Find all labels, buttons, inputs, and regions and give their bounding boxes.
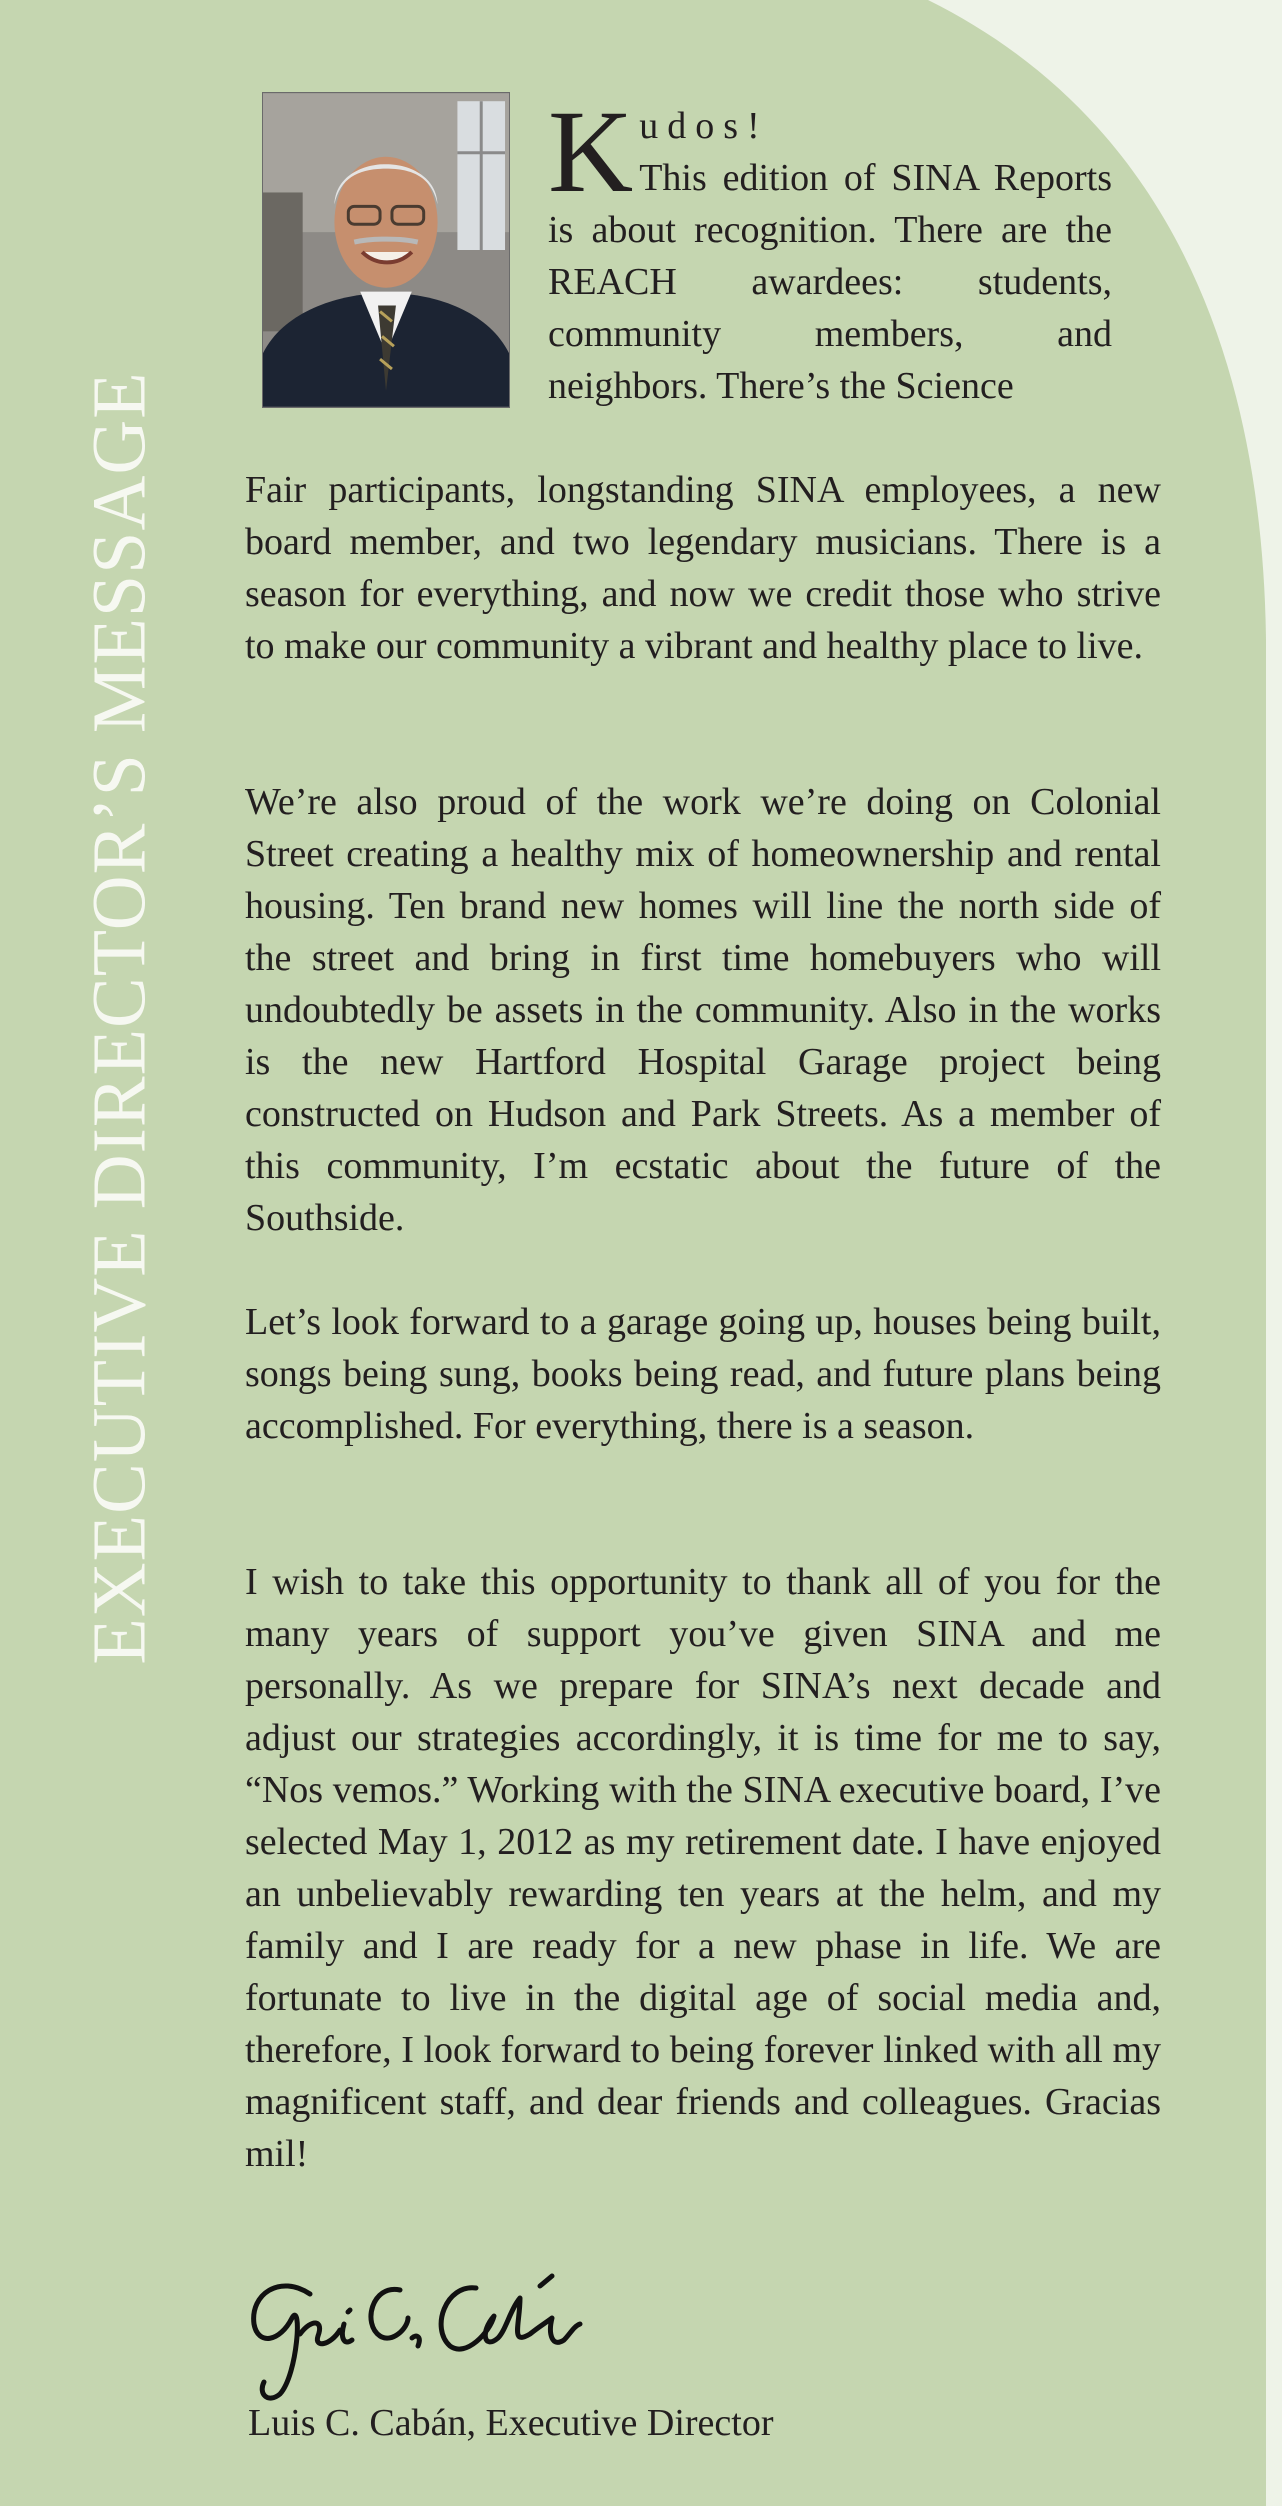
- section-title-vertical: EXECUTIVE DIRECTOR’S MESSAGE: [77, 371, 162, 1665]
- drop-cap: K: [548, 86, 634, 217]
- handwritten-signature: [240, 2254, 620, 2404]
- signature-caption: Luis C. Cabán, Executive Director: [248, 2402, 774, 2444]
- article-lead: [548, 86, 1112, 412]
- director-portrait: [262, 92, 510, 408]
- kudos-heading: udos!: [639, 105, 769, 147]
- paragraph-3: Let’s look forward to a garage going up, houses being built, songs being sung, books being read, and future plans being accomplished. For everything, there is a season.: [245, 1301, 1161, 1447]
- paragraph-2: We’re also proud of the work we’re doing on Colonial Street creating a healthy mix of homeownership and rental housing. Ten brand new homes will line the north side of the street and bring in first time homebuyers who will undoubtedly be assets in the community. Also in the works is the new Hartford Hospital Garage project being constructed on Hudson and Park Streets. As a member of this community, I’m ecstatic about the future of the Southside.: [245, 781, 1161, 1239]
- paragraph-4: I wish to take this opportunity to thank all of you for the many years of support you’ve given SINA and me personally. As we prepare for SINA’s next decade and adjust our strategies accordingly, it is time for me to say, “Nos vemos.” Working with the SINA executive board, I’ve selected May 1, 2012 as my retirement date. I have enjoyed an unbelievably rewarding ten years at the helm, and my family and I are ready for a new phase in life. We are fortunate to live in the digital age of social media and, therefore, I look forward to being forever linked with all my magnificent staff, and dear friends and colleagues. Gracias mil!: [245, 1561, 1161, 2175]
- portrait-photo-icon: [263, 93, 509, 407]
- lead-text: This edition of SINA Reports is about recognition. There are the REACH awardees: students, community members, and neighbors. There’s the Science: [548, 157, 1112, 407]
- paragraph-1: Fair participants, longstanding SINA employees, a new board member, and two legendary musicians. There is a season for everything, and now we credit those who strive to make our community a vibrant and healthy place to live.: [245, 469, 1161, 667]
